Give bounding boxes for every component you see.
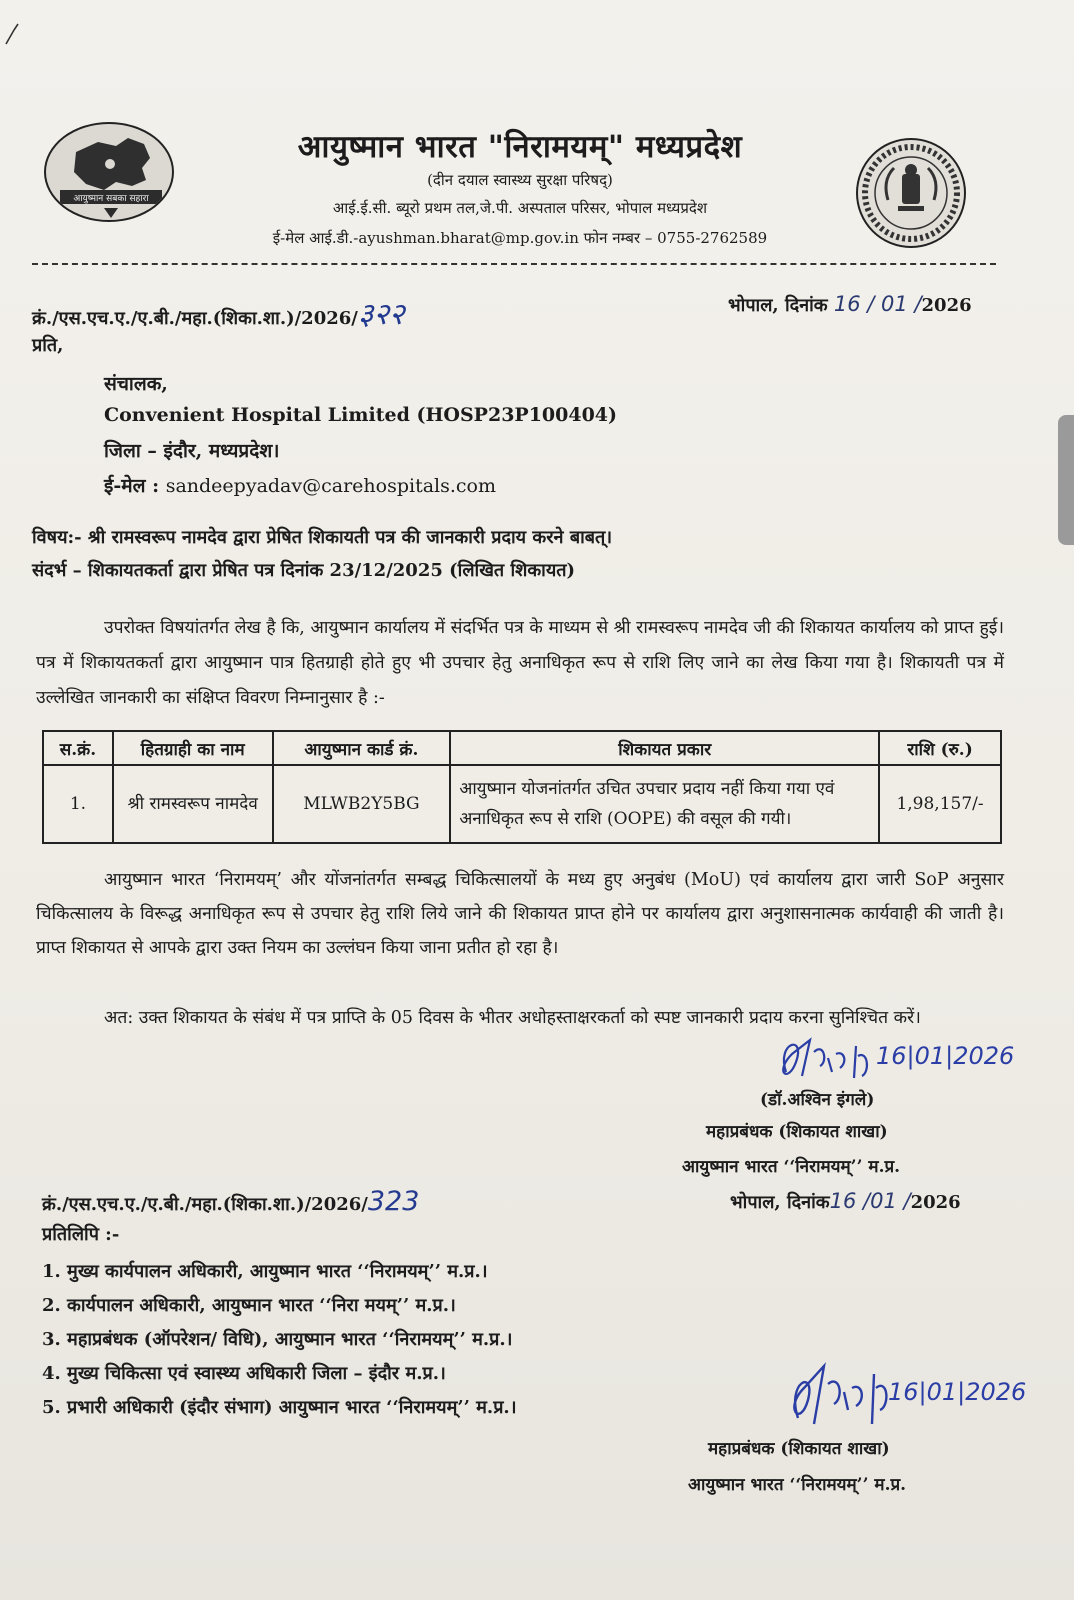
serial-number-cell: 1. <box>43 765 113 843</box>
scroll-handle[interactable] <box>1058 415 1074 545</box>
organization-subtitle: (दीन दयाल स्वास्थ्य सुरक्षा परिषद्) <box>427 171 613 189</box>
logo-text: आयुष्मान सबका सहारा <box>73 194 149 204</box>
letter-reference-line: संदर्भ – शिकायतकर्ता द्वारा प्रेषित पत्र दिनांक 23/12/2025 (लिखित शिकायत) <box>32 560 576 581</box>
column-header: आयुष्मान कार्ड क्रं. <box>273 731 451 765</box>
signature-2-date: 16|01|2026 <box>888 1378 1027 1406</box>
column-header: हितग्राही का नाम <box>113 731 273 765</box>
copy-signatory-organization: आयुष्मान भारत ‘‘निरामयम्’’ म.प्र. <box>688 1475 907 1495</box>
copy-recipient-list <box>42 1255 517 1425</box>
list-item: 2. कार्यपालन अधिकारी, आयुष्मान भारत ‘‘निरा मयम्’’ म.प्र.। <box>42 1295 456 1316</box>
table-header-row <box>43 731 1001 765</box>
copy-reference-prefix: क्रं./एस.एच.ए./ए.बी./महा.(शिका.शा.)/2026/ <box>42 1194 368 1215</box>
recipient-email-label: ई-मेल : <box>104 475 166 497</box>
signature-2 <box>780 1348 1050 1438</box>
reference-prefix: क्रं./एस.एच.ए./ए.बी./महा.(शिका.शा.)/2026/ <box>32 308 358 329</box>
copy-reference <box>42 1186 419 1217</box>
column-header: शिकायत प्रकार <box>450 731 879 765</box>
complaint-table <box>42 730 1002 844</box>
letter-subject: विषय:- श्री रामस्वरूप नामदेव द्वारा प्रेषित शिकायती पत्र की जानकारी प्रदाय करने बाबत्। <box>32 527 613 548</box>
copy-date-prefix: भोपाल, दिनांक <box>730 1192 830 1213</box>
reference-number: ३२२ <box>357 297 405 332</box>
email-label: ई-मेल आई.डी.- <box>272 229 359 247</box>
organization-phone: 0755-2762589 <box>657 229 768 247</box>
organization-title: आयुष्मान भारत "निरामयम्" मध्यप्रदेश <box>297 129 743 165</box>
letter-reference <box>32 292 405 333</box>
recipient-hospital: Convenient Hospital Limited (HOSP23P100404) <box>104 404 618 426</box>
date-year: 2026 <box>921 295 972 316</box>
copy-date-year: 2026 <box>910 1192 961 1213</box>
mp-government-seal <box>856 138 966 248</box>
table-row <box>43 765 1001 843</box>
ayushman-logo <box>44 122 174 222</box>
list-item: 3. महाप्रबंधक (ऑपरेशन/ विधि), आयुष्मान भारत ‘‘निरामयम्’’ म.प्र.। <box>42 1329 513 1350</box>
recipient-district: जिला – इंदौर, मध्यप्रदेश। <box>104 440 280 462</box>
beneficiary-name-cell: श्री रामस्वरूप नामदेव <box>113 765 273 843</box>
column-header: स.क्रं. <box>43 731 113 765</box>
recipient-email-line <box>104 472 496 498</box>
copy-reference-number: 323 <box>367 1186 420 1217</box>
mp-map-icon <box>46 124 174 222</box>
body-paragraph-2: आयुष्मान भारत ‘निरामयम्’ और योंजनांतर्गत सम्बद्ध चिकित्सालयों के मध्य हुए अनुबंध (MoU) एवं कार्यालय द्वारा जारी SoP अनुसार चिकित्सालय के विरूद्ध अनाधिकृत रूप से उपचार हेतु राशि लिये जाने की शिकायत प्राप्त होने पर कार्यालय द्वारा अनुशासनात्मक कार्यवाही की जाती है। प्राप्त शिकायत से आपके द्वारा उक्त नियम का उल्लंघन किया जाना प्रतीत हो रहा है। <box>36 870 1004 958</box>
signatory-designation: महाप्रबंधक (शिकायत शाखा) <box>706 1122 888 1142</box>
recipient-designation: संचालक, <box>104 373 168 395</box>
copy-date <box>730 1189 961 1214</box>
body-paragraph-3: अत: उक्त शिकायत के संबंध में पत्र प्राप्ति के 05 दिवस के भीतर अधोहस्ताक्षरकर्ता को स्पष्ट जानकारी प्रदाय करना सुनिश्चित करें। <box>104 1008 921 1028</box>
organization-email[interactable]: ayushman.bharat@mp.gov.in <box>358 229 579 247</box>
date-prefix: भोपाल, दिनांक <box>728 295 834 316</box>
copy-signatory-designation: महाप्रबंधक (शिकायत शाखा) <box>708 1439 890 1459</box>
emblem-icon <box>858 140 964 246</box>
salutation: प्रति, <box>32 335 64 356</box>
list-item: 5. प्रभारी अधिकारी (इंदौर संभाग) आयुष्मान भारत ‘‘निरामयम्’’ म.प्र.। <box>42 1397 517 1418</box>
column-header: राशि (रु.) <box>879 731 1001 765</box>
complaint-type-cell: आयुष्मान योजनांतर्गत उचित उपचार प्रदाय नहीं किया गया एवं अनाधिकृत रूप से राशि (OOPE) की वसूल की गयी। <box>450 765 879 843</box>
copy-title: प्रतिलिपि :- <box>42 1224 120 1245</box>
signatory-name: (डॉ.अश्विन इंगले) <box>760 1090 875 1110</box>
list-item: 4. मुख्य चिकित्सा एवं स्वास्थ्य अधिकारी जिला – इंदौर म.प्र.। <box>42 1363 446 1384</box>
pen-mark-icon <box>4 22 20 46</box>
letter-date <box>728 292 972 317</box>
amount-cell: 1,98,157/- <box>879 765 1001 843</box>
phone-label: फोन नम्बर – <box>578 229 658 247</box>
date-handwritten: 16 / 01 / <box>833 292 922 316</box>
organization-address: आई.ई.सी. ब्यूरो प्रथम तल,जे.पी. अस्पताल परिसर, भोपाल मध्यप्रदेश <box>332 199 708 217</box>
signature-1-date: 16|01|2026 <box>876 1042 1015 1070</box>
body-paragraph-1: उपरोक्त विषयांतर्गत लेख है कि, आयुष्मान कार्यालय में संदर्भित पत्र के माध्यम से श्री रामस्वरूप नामदेव जी की शिकायत कार्यालय को प्राप्त हुई। पत्र में शिकायतकर्ता द्वारा आयुष्मान पात्र हितग्राही होते हुए भी उपचार हेतु अनाधिकृत रूप से राशि लिए जाने का लेख किया गया है। शिकायती पत्र में उल्लेखित जानकारी का संक्षिप्त विवरण निम्नानुसार है :- <box>36 618 1004 708</box>
copy-date-handwritten: 16 /01 / <box>829 1189 911 1213</box>
list-item: 1. मुख्य कार्यपालन अधिकारी, आयुष्मान भारत ‘‘निरामयम्’’ म.प्र.। <box>42 1261 488 1282</box>
organization-contact <box>200 228 840 248</box>
signatory-organization: आयुष्मान भारत ‘‘निरामयम्’’ म.प्र. <box>682 1157 901 1177</box>
header-divider <box>32 263 996 265</box>
recipient-email[interactable]: sandeepyadav@carehospitals.com <box>165 475 497 497</box>
card-number-cell: MLWB2Y5BG <box>273 765 451 843</box>
